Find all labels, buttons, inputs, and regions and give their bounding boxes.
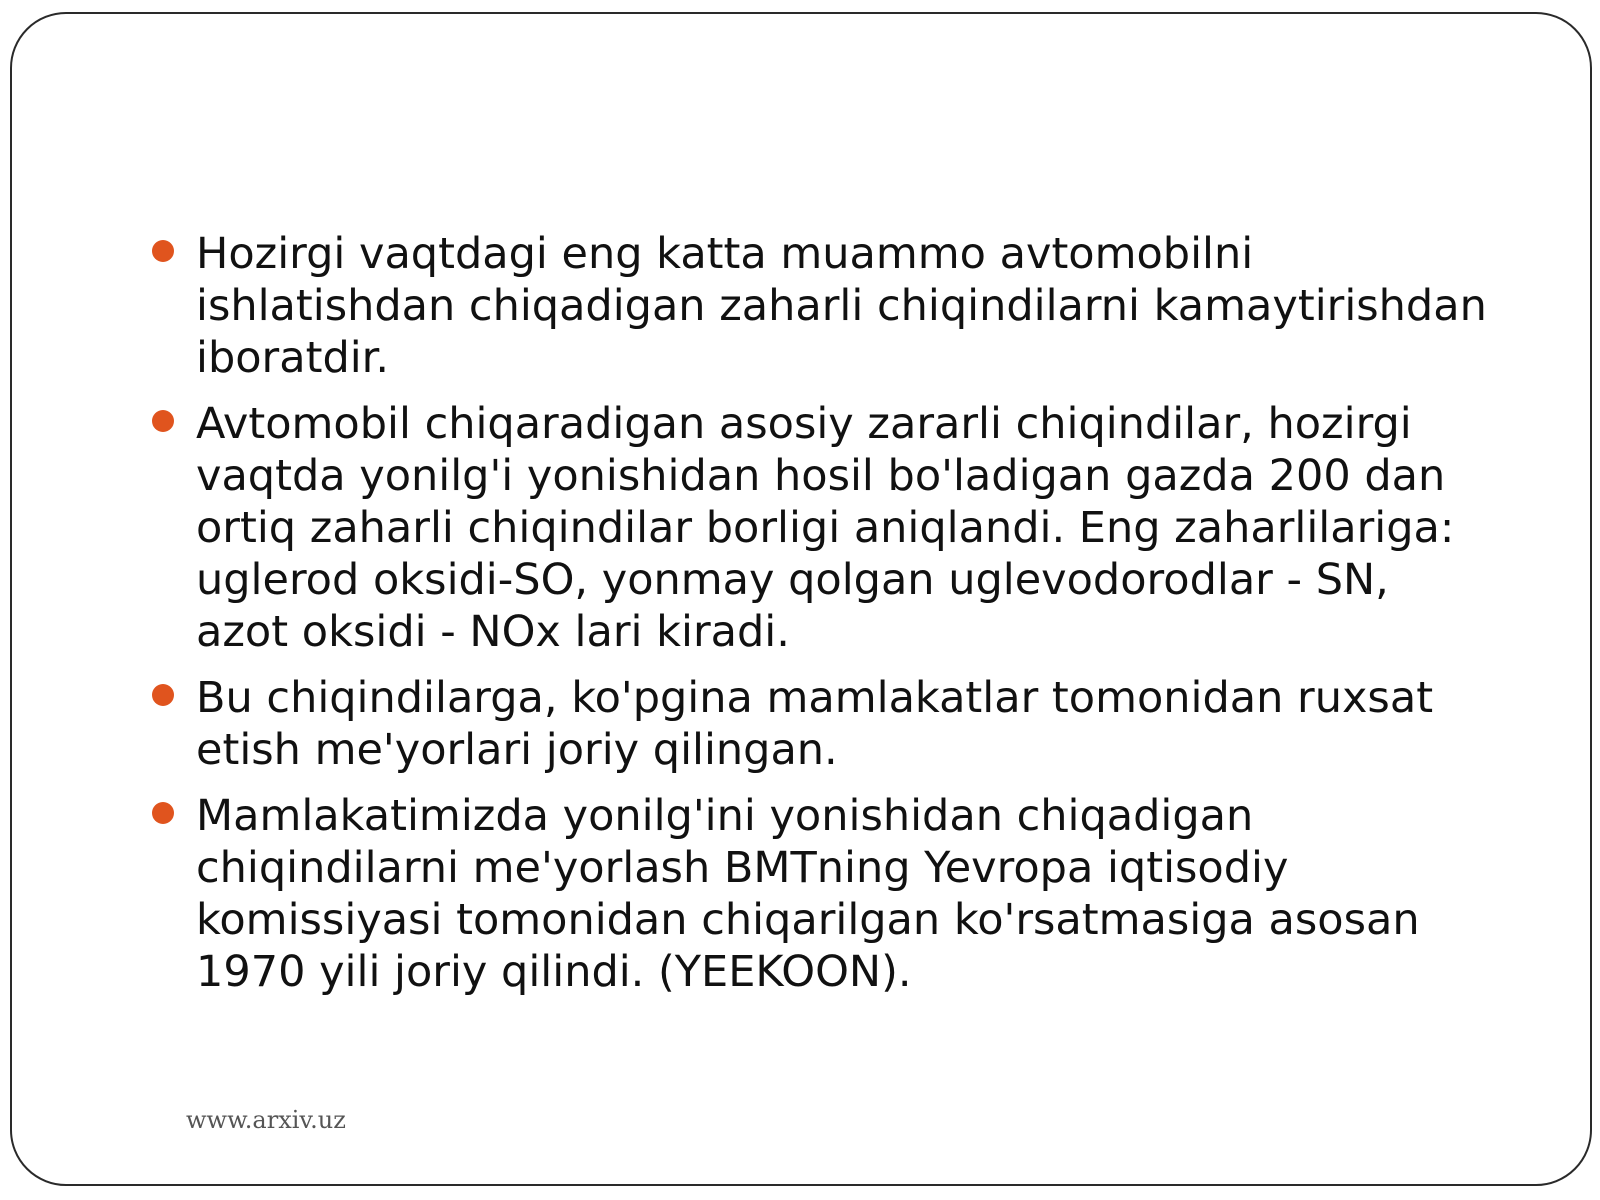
bullet-item bbox=[152, 790, 1492, 998]
bullet-dot-icon bbox=[152, 410, 174, 432]
bullet-text: Avtomobil chiqaradigan asosiy zararli chiqindilar, hozirgi vaqtda yonilg'i yonishidan hosil bo'ladigan gazda 200 dan ortiq zaharli chiqindilar borligi aniqlandi. Eng zaharlilariga: uglerod oksidi-SO, yonmay qolgan uglevodorodlar - SN, azot oksidi - NOx lari kiradi. bbox=[196, 399, 1455, 657]
bullet-dot-icon bbox=[152, 802, 174, 824]
bullet-list bbox=[152, 228, 1492, 1012]
footer-url: www.arxiv.uz bbox=[186, 1106, 346, 1134]
slide-frame bbox=[10, 12, 1592, 1186]
bullet-text: Mamlakatimizda yonilg'ini yonishidan chiqadigan chiqindilarni me'yorlash BMTning Yevropa iqtisodiy komissiyasi tomonidan chiqarilgan ko'rsatmasiga asosan 1970 yili joriy qilindi. (YEEKOON). bbox=[196, 791, 1420, 997]
bullet-dot-icon bbox=[152, 684, 174, 706]
bullet-item bbox=[152, 398, 1492, 658]
bullet-text: Hozirgi vaqtdagi eng katta muammo avtomobilni ishlatishdan chiqadigan zaharli chiqindilarni kamaytirishdan iboratdir. bbox=[196, 229, 1487, 383]
bullet-dot-icon bbox=[152, 240, 174, 262]
bullet-text: Bu chiqindilarga, ko'pgina mamlakatlar tomonidan ruxsat etish me'yorlari joriy qilingan. bbox=[196, 673, 1434, 775]
bullet-item bbox=[152, 228, 1492, 384]
bullet-item bbox=[152, 672, 1492, 776]
